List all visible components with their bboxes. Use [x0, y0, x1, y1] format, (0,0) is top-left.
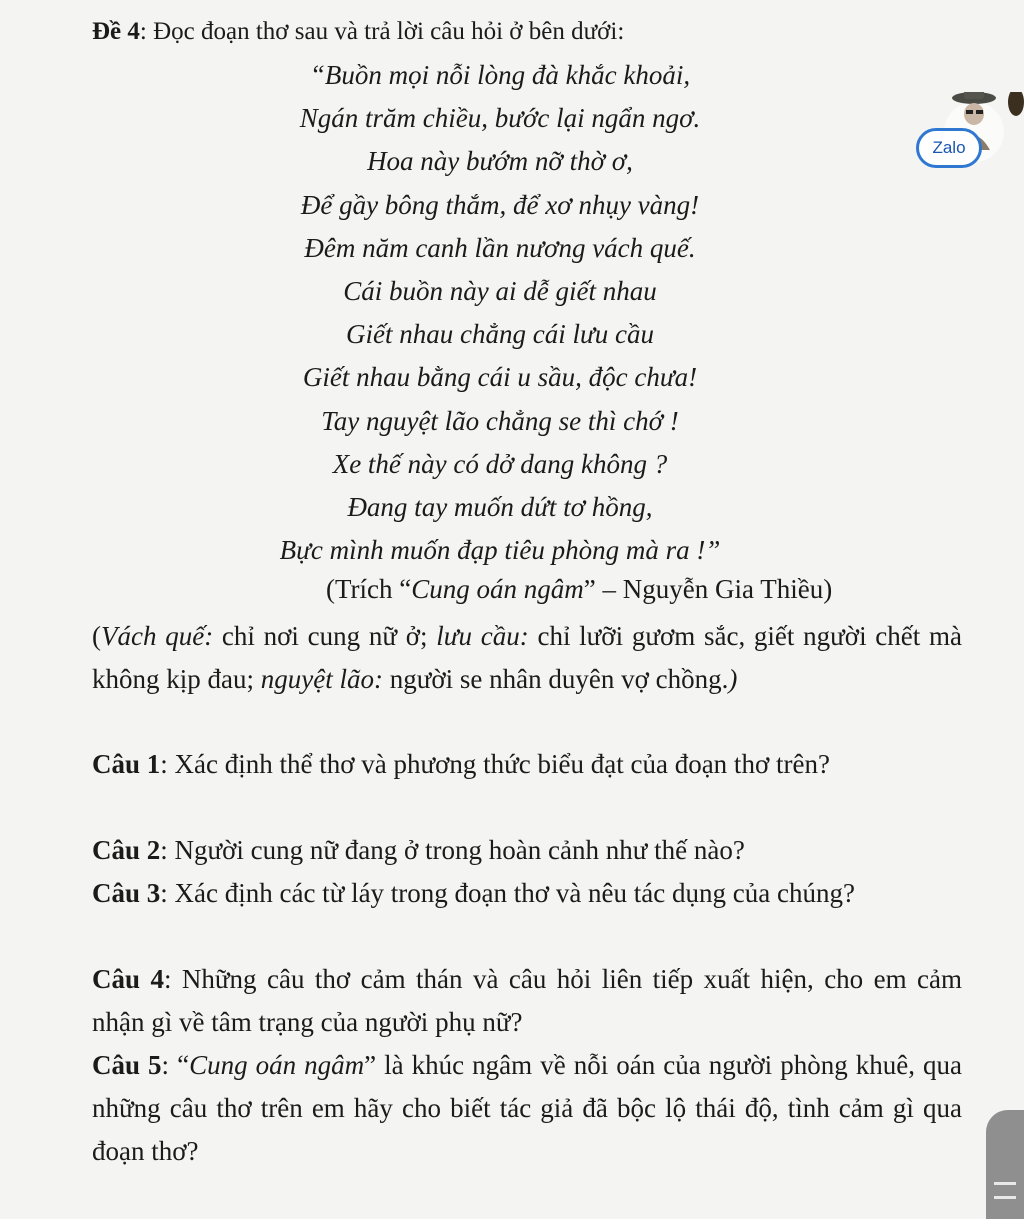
grip-line-icon — [994, 1182, 1016, 1185]
poem-line: Cái buồn này ai dễ giết nhau — [343, 276, 657, 307]
zalo-logo-icon: Zalo — [916, 128, 982, 168]
question-label: Câu 5 — [92, 1050, 162, 1080]
question-label: Câu 1 — [92, 749, 161, 779]
source-prefix: (Trích “ — [326, 574, 412, 604]
source-work: Cung oán ngâm — [411, 574, 584, 604]
question-3 — [92, 872, 962, 915]
poem-line: Giết nhau chẳng cái lưu cầu — [346, 319, 654, 350]
poem-line: Hoa này bướm nỡ thờ ơ, — [367, 146, 633, 177]
poem-line: Tay nguyệt lão chẳng se thì chớ ! — [321, 405, 679, 436]
question-pre: : “ — [161, 1050, 190, 1080]
note-def-vach-que: chỉ nơi cung nữ ở; — [213, 621, 437, 651]
poem-source — [326, 574, 832, 605]
question-2 — [92, 829, 962, 872]
grip-line-icon — [994, 1196, 1016, 1199]
scroll-handle[interactable] — [986, 1110, 1024, 1219]
poem-line: “Buồn mọi nỗi lòng đà khắc khoải, — [309, 60, 691, 90]
glossary-notes — [92, 615, 962, 701]
note-term-nguyet-lao: nguyệt lão: — [260, 664, 383, 694]
question-text: : Người cung nữ đang ở trong hoàn cảnh như thế nào? — [160, 835, 745, 865]
note-def-nguyet-lao: người se nhân duyên vợ chồng. — [382, 664, 729, 694]
question-label: Câu 2 — [92, 835, 161, 865]
exercise-instruction: : Đọc đoạn thơ sau và trả lời câu hỏi ở bên dưới: — [139, 18, 625, 45]
poem-line: Để gầy bông thắm, để xơ nhụy vàng! — [300, 189, 700, 220]
poem-line: Đêm năm canh lần nương vách quế. — [304, 232, 696, 263]
poem-line: Đang tay muốn dứt tơ hồng, — [347, 492, 653, 523]
exercise-label: Đề 4 — [92, 18, 140, 45]
question-1 — [92, 743, 962, 786]
question-work: Cung oán ngâm — [189, 1050, 365, 1080]
note-term-luu-cau: lưu cầu: — [436, 621, 529, 651]
zalo-watermark — [916, 92, 1024, 184]
question-text: ” là khúc ngâm về nỗi oán của người phòng khuê, qua những câu thơ trên em hãy cho biết tác giả đã bộc lộ thái độ, tình cảm gì qua đoạn thơ? — [92, 1050, 962, 1166]
question-text: : Xác định các từ láy trong đoạn thơ và nêu tác dụng của chúng? — [160, 878, 855, 908]
poem-line: Bực mình muốn đạp tiêu phòng mà ra !” — [279, 535, 721, 566]
poem-line: Ngán trăm chiều, bước lại ngẩn ngơ. — [299, 103, 701, 134]
note-def-luu-cau: chỉ lưỡi gươm sắc, giết người chết mà không kịp đau; — [92, 621, 962, 694]
exercise-title — [92, 18, 624, 46]
notes-open: ( — [92, 621, 101, 651]
poem-line: Xe thế này có dở dang không ? — [332, 448, 668, 479]
note-term-vach-que: Vách quế: — [101, 621, 214, 651]
poem-block — [220, 54, 780, 572]
question-4 — [92, 958, 962, 1044]
notes-close: ) — [728, 664, 738, 694]
question-label: Câu 4 — [92, 964, 164, 994]
question-label: Câu 3 — [92, 878, 161, 908]
source-suffix: ” – Nguyễn Gia Thiều) — [583, 574, 833, 604]
question-text: : Xác định thể thơ và phương thức biểu đạt của đoạn thơ trên? — [160, 749, 830, 779]
question-text: : Những câu thơ cảm thán và câu hỏi liên tiếp xuất hiện, cho em cảm nhận gì về tâm trạng của người phụ nữ? — [92, 964, 963, 1037]
question-5 — [92, 1044, 962, 1173]
poem-line: Giết nhau bằng cái u sầu, độc chưa! — [302, 362, 698, 393]
